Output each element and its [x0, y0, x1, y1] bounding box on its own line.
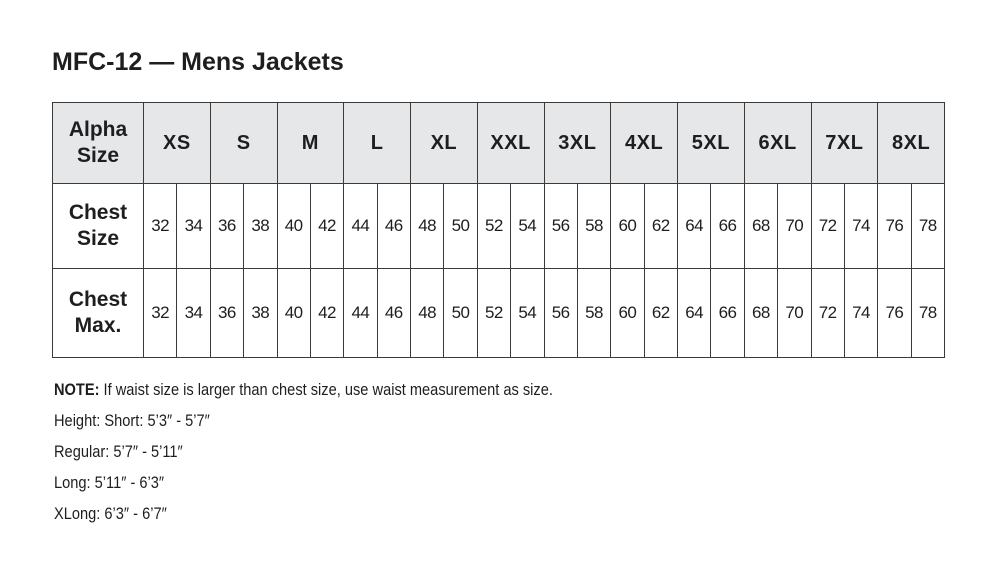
chest-size-row — [53, 184, 945, 269]
chest-size-cell: 66 — [711, 184, 744, 269]
page-title: MFC-12 — Mens Jackets — [52, 48, 344, 76]
chest-max-cell: 40 — [277, 269, 310, 358]
chest-max-cell: 32 — [144, 269, 177, 358]
chest-max-header-line-1: Chest — [68, 288, 128, 311]
chest-max-cell: 56 — [544, 269, 577, 358]
chest-size-cell: 32 — [144, 184, 177, 269]
chest-size-cell: 40 — [277, 184, 310, 269]
chest-max-cell: 58 — [577, 269, 610, 358]
size-chart-table — [52, 102, 945, 358]
chest-max-cell: 48 — [411, 269, 444, 358]
alpha-size-cell: L — [344, 103, 411, 184]
alpha-size-cell: 5XL — [678, 103, 745, 184]
chest-size-cell: 62 — [644, 184, 677, 269]
chest-size-cell: 76 — [878, 184, 911, 269]
chest-size-header — [53, 184, 144, 269]
alpha-size-cell: XXL — [477, 103, 544, 184]
chest-max-cell: 70 — [778, 269, 811, 358]
alpha-size-header-line-1: Alpha — [68, 118, 128, 141]
chest-size-header-line-2: Size — [76, 227, 120, 250]
chest-size-cell: 72 — [811, 184, 844, 269]
chest-size-cell: 42 — [310, 184, 343, 269]
note-height-long: Long: 5’11″ - 6’3″ — [54, 473, 165, 492]
chest-size-cell: 68 — [744, 184, 777, 269]
chest-max-header — [53, 269, 144, 358]
chest-size-cell: 74 — [844, 184, 877, 269]
chest-max-cell: 38 — [244, 269, 277, 358]
note-label: NOTE: — [54, 380, 100, 399]
note-text: If waist size is larger than chest size, use waist measurement as size. — [99, 380, 553, 399]
note-height-regular: Regular: 5’7″ - 5’11″ — [54, 442, 183, 461]
alpha-size-row — [53, 103, 945, 184]
alpha-size-cell: M — [277, 103, 344, 184]
note-waist — [54, 378, 553, 409]
chest-max-cell: 64 — [678, 269, 711, 358]
chest-size-cell: 64 — [678, 184, 711, 269]
chest-size-cell: 56 — [544, 184, 577, 269]
chest-max-header-line-2: Max. — [74, 314, 122, 337]
chest-max-cell: 54 — [511, 269, 544, 358]
chest-max-cell: 78 — [911, 269, 944, 358]
chest-size-cell: 48 — [411, 184, 444, 269]
chest-max-cell: 52 — [477, 269, 510, 358]
chest-size-cell: 60 — [611, 184, 644, 269]
chest-size-header-line-1: Chest — [68, 201, 128, 224]
alpha-size-cell: XS — [144, 103, 211, 184]
notes-list — [54, 378, 634, 533]
note-height-xlong: XLong: 6’3″ - 6’7″ — [54, 504, 167, 523]
chest-max-cell: 60 — [611, 269, 644, 358]
chest-size-cell: 38 — [244, 184, 277, 269]
chest-max-cell: 34 — [177, 269, 210, 358]
chest-size-cell: 78 — [911, 184, 944, 269]
chest-max-cell: 72 — [811, 269, 844, 358]
chest-max-cell: 68 — [744, 269, 777, 358]
chest-max-row — [53, 269, 945, 358]
chest-max-cell: 36 — [210, 269, 243, 358]
alpha-size-cell: 3XL — [544, 103, 611, 184]
chest-max-cell: 76 — [878, 269, 911, 358]
alpha-size-cell: 6XL — [744, 103, 811, 184]
alpha-size-header — [53, 103, 144, 184]
chest-size-cell: 58 — [577, 184, 610, 269]
chest-size-cell: 54 — [511, 184, 544, 269]
chest-size-cell: 70 — [778, 184, 811, 269]
alpha-size-header-line-2: Size — [76, 144, 120, 167]
alpha-size-cell: S — [210, 103, 277, 184]
alpha-size-cell: XL — [411, 103, 478, 184]
chest-size-cell: 36 — [210, 184, 243, 269]
chest-max-cell: 66 — [711, 269, 744, 358]
alpha-size-cell: 7XL — [811, 103, 878, 184]
chest-size-cell: 52 — [477, 184, 510, 269]
chest-size-cell: 50 — [444, 184, 477, 269]
chest-max-cell: 44 — [344, 269, 377, 358]
chest-size-cell: 44 — [344, 184, 377, 269]
chest-max-cell: 62 — [644, 269, 677, 358]
note-height-short: Height: Short: 5’3″ - 5’7″ — [54, 411, 210, 430]
chest-max-cell: 42 — [310, 269, 343, 358]
alpha-size-cell: 8XL — [878, 103, 945, 184]
alpha-size-cell: 4XL — [611, 103, 678, 184]
chest-max-cell: 50 — [444, 269, 477, 358]
chest-max-cell: 46 — [377, 269, 410, 358]
chest-size-cell: 46 — [377, 184, 410, 269]
chest-size-cell: 34 — [177, 184, 210, 269]
chest-max-cell: 74 — [844, 269, 877, 358]
